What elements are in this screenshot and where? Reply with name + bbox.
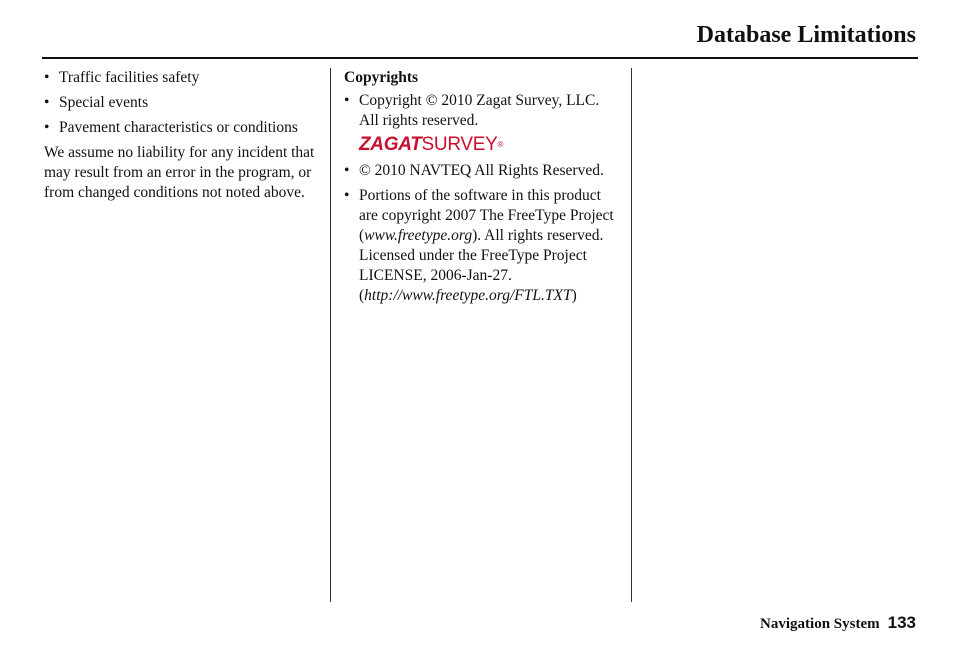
page-footer (760, 613, 916, 633)
navteq-copyright: © 2010 NAVTEQ All Rights Reserved. (359, 162, 604, 179)
list-item: • Special events (44, 94, 149, 111)
zagat-copyright: Copyright © 2010 Zagat Survey, LLC. All rights reserved. (359, 92, 600, 129)
limitations-list (44, 68, 320, 138)
license-link[interactable]: http://www.freetype.org/FTL.TXT (364, 287, 572, 304)
middle-column (344, 68, 620, 311)
bullet-icon: • (344, 187, 350, 204)
footer-label: Navigation System (760, 616, 880, 632)
copyrights-heading: Copyrights (344, 69, 419, 86)
column-divider-2 (631, 68, 632, 602)
page-number: 133 (887, 613, 916, 632)
freetype-link[interactable]: www.freetype.org (364, 227, 473, 244)
header-rule (42, 57, 918, 59)
list-item (344, 91, 620, 156)
page-title: Database Limitations (696, 22, 916, 48)
list-item: • Portions of the software in this product are copyright 2007 The FreeType Project (www.freetype.org). All rights reserved. Licensed under the FreeType Project LICENSE, 2006-Jan-27. (http://www.freetype.org/FTL.TXT) (344, 187, 614, 304)
column-divider-1 (330, 68, 331, 602)
bullet-icon: • (344, 92, 350, 109)
bullet-icon: • (44, 94, 50, 111)
zagat-survey-logo: ZAGATSURVEY® (359, 134, 504, 155)
list-item: • Pavement characteristics or conditions (44, 119, 298, 136)
left-column (44, 68, 320, 203)
liability-paragraph: We assume no liability for any incident that may result from an error in the program, or from changed conditions not noted above. (44, 144, 315, 201)
list-item (344, 161, 620, 181)
list-item: • Traffic facilities safety (44, 69, 200, 86)
bullet-icon: • (44, 119, 50, 136)
bullet-icon: • (44, 69, 50, 86)
copyrights-list (344, 91, 620, 306)
bullet-icon: • (344, 162, 350, 179)
